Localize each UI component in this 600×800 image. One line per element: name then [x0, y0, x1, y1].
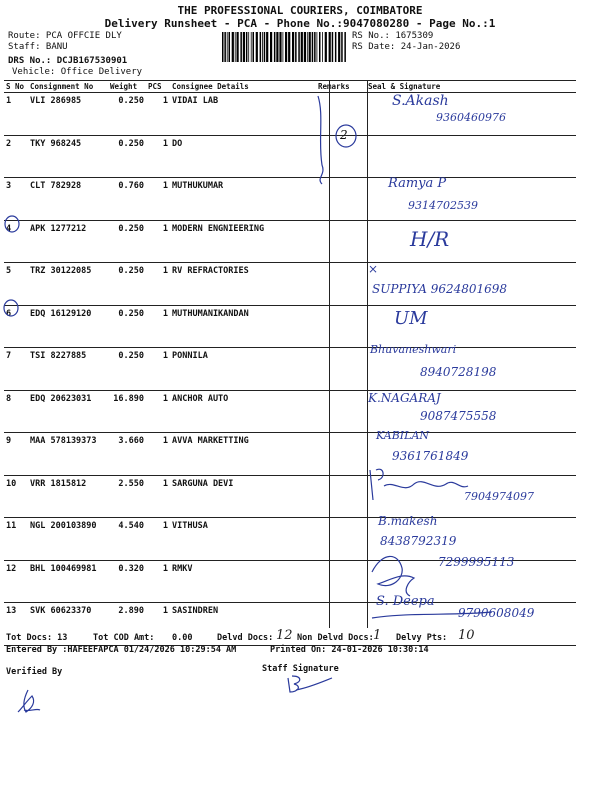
col-seal-signature: Seal & Signature — [358, 81, 576, 93]
table-row — [4, 305, 576, 348]
total-cod-label: Tot COD Amt: — [93, 633, 155, 643]
hw-r13-name: S. Deepa — [376, 594, 435, 609]
cell-consignment: SVK 60623370 — [28, 603, 108, 646]
sheet-subtitle: Delivery Runsheet - PCA - Phone No.:9047080280 - Page No.:1 — [104, 17, 496, 30]
cell-sno: 9 — [4, 433, 28, 476]
cell-consignment: TSI 8227885 — [28, 348, 108, 391]
cell-consignment: CLT 782928 — [28, 178, 108, 221]
cell-weight: 0.250 — [108, 135, 146, 178]
cell-remarks — [316, 518, 358, 561]
hw-r6-b: UM — [394, 308, 428, 329]
cell-pcs: 1 — [146, 475, 170, 518]
hw-r11-phone: 8438792319 — [380, 534, 457, 548]
cell-consignee: MUTHUKUMAR — [170, 178, 316, 221]
cell-sno: 5 — [4, 263, 28, 306]
delivered-docs-value: 12 — [276, 628, 293, 643]
table-row — [4, 135, 576, 178]
cell-consignee: VIDAI LAB — [170, 93, 316, 136]
cell-weight: 3.660 — [108, 433, 146, 476]
cell-sno: 7 — [4, 348, 28, 391]
cell-consignee: SARGUNA DEVI — [170, 475, 316, 518]
hw-r9-name: KABILAN — [376, 429, 430, 442]
cell-seal-signature — [358, 305, 576, 348]
cell-weight: 0.250 — [108, 305, 146, 348]
vehicle: Vehicle: Office Delivery — [12, 67, 143, 77]
cell-consignment: EDQ 20623031 — [28, 390, 108, 433]
drs-number: DRS No.: DCJB167530901 — [8, 56, 128, 66]
hw-r1-phone: 9360460976 — [436, 111, 506, 124]
cell-sno: 10 — [4, 475, 28, 518]
hw-r9-phone: 9361761849 — [392, 449, 469, 463]
staff: Staff: BANU — [8, 42, 68, 52]
cell-weight: 2.550 — [108, 475, 146, 518]
hw-r1-name: S.Akash — [392, 93, 449, 109]
cell-sno: 11 — [4, 518, 28, 561]
cell-weight: 0.250 — [108, 93, 146, 136]
cell-pcs: 1 — [146, 518, 170, 561]
cell-remarks — [316, 305, 358, 348]
cell-remarks — [316, 93, 358, 136]
cell-weight: 0.250 — [108, 220, 146, 263]
cell-consignee: SASINDREN — [170, 603, 316, 646]
cell-sno: 1 — [4, 93, 28, 136]
total-cod-value: 0.00 — [172, 633, 193, 643]
col-consignment: Consignment No — [28, 81, 108, 93]
cell-consignment: EDQ 16129120 — [28, 305, 108, 348]
cell-consignee: PONNILA — [170, 348, 316, 391]
cell-remarks — [316, 348, 358, 391]
cell-sno: 2 — [4, 135, 28, 178]
delivery-points-label: Delvy Pts: — [396, 633, 448, 643]
cell-pcs: 1 — [146, 263, 170, 306]
hw-r11-name: B.makesh — [378, 514, 438, 528]
verified-signature — [18, 690, 40, 712]
cell-consignee: RV REFRACTORIES — [170, 263, 316, 306]
cell-sno: 8 — [4, 390, 28, 433]
col-weight: Weight — [108, 81, 146, 93]
delivered-docs-label: Delvd Docs: — [217, 633, 274, 643]
col-pcs: PCS — [146, 81, 170, 93]
col-remarks: Remarks — [316, 81, 358, 93]
cell-pcs: 1 — [146, 603, 170, 646]
cell-pcs: 1 — [146, 390, 170, 433]
cell-consignment: VLI 286985 — [28, 93, 108, 136]
verified-by-label: Verified By — [6, 667, 63, 677]
hw-r1-remark: 2 — [340, 128, 348, 142]
cell-consignment: MAA 578139373 — [28, 433, 108, 476]
cell-pcs: 1 — [146, 433, 170, 476]
delivery-points-value: 10 — [458, 628, 475, 643]
printed-on: Printed On: 24-01-2026 10:30:14 — [270, 645, 429, 655]
cell-consignment: VRR 1815812 — [28, 475, 108, 518]
cell-weight: 4.540 — [108, 518, 146, 561]
cell-remarks — [316, 263, 358, 306]
cell-consignee: DO — [170, 135, 316, 178]
cell-remarks — [316, 178, 358, 221]
cell-remarks — [316, 433, 358, 476]
cell-weight: 16.890 — [108, 390, 146, 433]
cell-seal-signature — [358, 135, 576, 178]
table-row — [4, 220, 576, 263]
hw-r7-phone: 8940728198 — [420, 365, 497, 379]
cell-consignee: ANCHOR AUTO — [170, 390, 316, 433]
table-row — [4, 433, 576, 476]
cell-consignee: AVVA MARKETTING — [170, 433, 316, 476]
cell-sno: 6 — [4, 305, 28, 348]
cell-weight: 0.320 — [108, 560, 146, 603]
total-docs: Tot Docs: 13 — [6, 633, 68, 643]
cell-remarks — [316, 390, 358, 433]
col-sno: S No — [4, 81, 28, 93]
staff-signature — [288, 676, 332, 692]
hw-r7-name: Bhuvaneshwari — [370, 343, 457, 356]
cell-sno: 12 — [4, 560, 28, 603]
table-row — [4, 518, 576, 561]
cell-weight: 2.890 — [108, 603, 146, 646]
cell-pcs: 1 — [146, 178, 170, 221]
cell-consignee: VITHUSA — [170, 518, 316, 561]
hw-r6-a: SUPPIYA 9624801698 — [372, 282, 508, 296]
hw-r12-phone: 7299995113 — [438, 555, 515, 569]
rs-number: RS No.: 1675309 — [352, 31, 434, 41]
cell-consignee: MODERN ENGNIEERING — [170, 220, 316, 263]
cell-consignment: APK 1277212 — [28, 220, 108, 263]
cell-sno: 3 — [4, 178, 28, 221]
cell-weight: 0.250 — [108, 263, 146, 306]
cell-consignment: BHL 100469981 — [28, 560, 108, 603]
cell-remarks — [316, 475, 358, 518]
hw-r3-phone: 9314702539 — [408, 199, 478, 212]
cell-pcs: 1 — [146, 220, 170, 263]
cell-sno: 4 — [4, 220, 28, 263]
hw-r5-mark: × — [368, 262, 379, 276]
hw-r3-name: Ramya P — [388, 176, 447, 191]
sheet-title: THE PROFESSIONAL COURIERS, COIMBATORE — [177, 4, 423, 17]
cell-remarks — [316, 135, 358, 178]
cell-weight: 0.250 — [108, 348, 146, 391]
cell-remarks — [316, 560, 358, 603]
staff-signature-label: Staff Signature — [262, 664, 339, 674]
cell-consignee: MUTHUMANIKANDAN — [170, 305, 316, 348]
hw-r8-phone: 9087475558 — [420, 409, 497, 423]
entered-by: Entered By :HAFEEFAPCA 01/24/2026 10:29:54 AM — [6, 645, 237, 655]
cell-pcs: 1 — [146, 135, 170, 178]
hw-r4: H/R — [410, 227, 450, 251]
cell-remarks — [316, 220, 358, 263]
non-delivered-docs-label: Non Delvd Docs: — [297, 633, 374, 643]
cell-pcs: 1 — [146, 305, 170, 348]
cell-sno: 13 — [4, 603, 28, 646]
cell-consignee: RMKV — [170, 560, 316, 603]
cell-pcs: 1 — [146, 560, 170, 603]
hw-r8-name: K.NAGARAJ — [368, 391, 441, 405]
cell-consignment: TKY 968245 — [28, 135, 108, 178]
cell-consignment: NGL 200103890 — [28, 518, 108, 561]
hw-r10-phone: 7904974097 — [464, 490, 534, 503]
col-consignee: Consignee Details — [170, 81, 316, 93]
cell-pcs: 1 — [146, 93, 170, 136]
route: Route: PCA OFFCIE DLY — [8, 31, 122, 41]
table-header — [4, 81, 576, 93]
table-row — [4, 178, 576, 221]
cell-seal-signature — [358, 220, 576, 263]
hw-r13-phone: 9790608049 — [458, 606, 535, 620]
barcode — [222, 32, 348, 62]
rs-date: RS Date: 24-Jan-2026 — [352, 42, 461, 52]
non-delivered-docs-value: 1 — [373, 628, 382, 643]
cell-pcs: 1 — [146, 348, 170, 391]
cell-consignment: TRZ 30122085 — [28, 263, 108, 306]
cell-weight: 0.760 — [108, 178, 146, 221]
